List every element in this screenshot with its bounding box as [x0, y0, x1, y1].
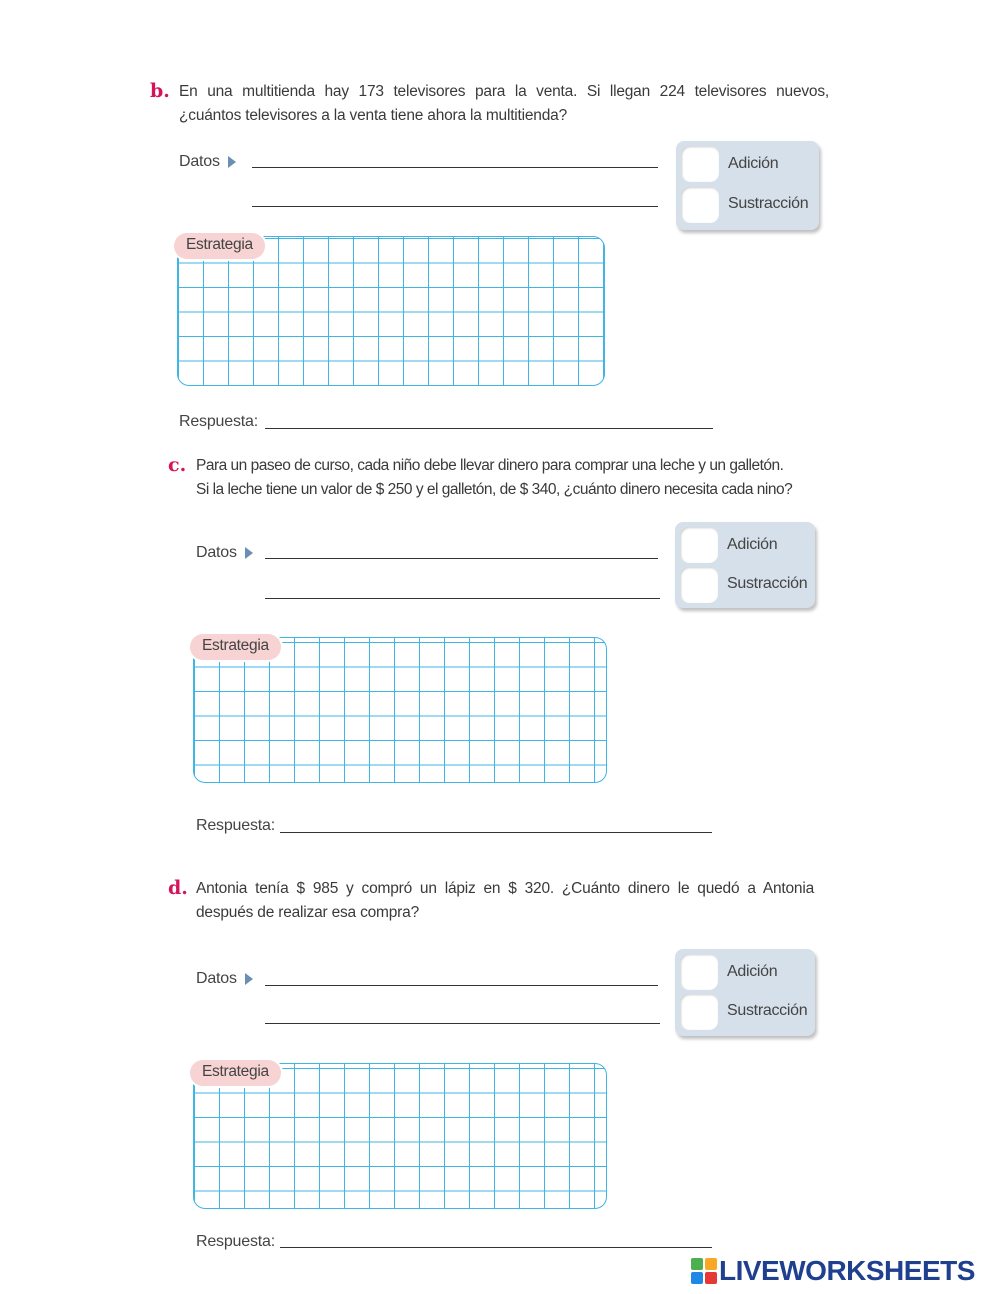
subtraction-checkbox[interactable] — [681, 187, 719, 223]
question-line-1: Antonia tenía $ 985 y compró un lápiz en $ 320. ¿Cuánto dinero le quedó a Antonia — [196, 880, 814, 897]
operation-options — [675, 949, 815, 1036]
answer-label: Respuesta: — [196, 1233, 275, 1250]
strategy-tag: Estrategia — [174, 233, 265, 259]
addition-label: Adición — [727, 536, 778, 553]
datos-input-line-2[interactable] — [265, 1023, 660, 1024]
question-line-2: Si la leche tiene un valor de $ 250 y el galletón, de $ 340, ¿cuánto dinero necesita cada nino? — [196, 481, 793, 498]
answer-input-line[interactable] — [280, 832, 712, 833]
problem-letter: d. — [168, 877, 188, 899]
subtraction-checkbox[interactable] — [680, 994, 718, 1030]
addition-label: Adición — [728, 155, 779, 172]
question-line-1: Para un paseo de curso, cada niño debe llevar dinero para comprar una leche y un galletón. — [196, 457, 784, 474]
datos-label: Datos — [196, 970, 253, 988]
datos-label: Datos — [179, 153, 236, 171]
strategy-tag: Estrategia — [190, 634, 281, 660]
subtraction-label: Sustracción — [727, 1002, 808, 1019]
strategy-tag: Estrategia — [190, 1060, 281, 1086]
answer-label: Respuesta: — [179, 413, 258, 430]
question-line-2: ¿cuántos televisores a la venta tiene ahora la multitienda? — [179, 107, 567, 124]
play-arrow-icon — [245, 547, 253, 559]
datos-label: Datos — [196, 544, 253, 562]
operation-options — [676, 141, 819, 230]
liveworksheets-logo-icon — [690, 1257, 718, 1285]
datos-input-line-2[interactable] — [265, 598, 660, 599]
question-line-1: En una multitienda hay 173 televisores para la venta. Si llegan 224 televisores nuevos, — [179, 83, 829, 100]
play-arrow-icon — [228, 156, 236, 168]
answer-input-line[interactable] — [265, 428, 713, 429]
subtraction-label: Sustracción — [727, 575, 808, 592]
problem-letter: c. — [168, 454, 187, 476]
datos-input-line-1[interactable] — [265, 558, 658, 559]
datos-input-line-1[interactable] — [265, 985, 658, 986]
operation-options — [675, 522, 815, 608]
addition-label: Adición — [727, 963, 778, 980]
datos-input-line-1[interactable] — [252, 167, 658, 168]
problem-letter: b. — [150, 80, 170, 102]
addition-checkbox[interactable] — [681, 146, 719, 182]
datos-input-line-2[interactable] — [252, 206, 658, 207]
play-arrow-icon — [245, 973, 253, 985]
liveworksheets-brand[interactable]: LIVEWORKSHEETS — [719, 1255, 975, 1286]
addition-checkbox[interactable] — [680, 527, 718, 563]
addition-checkbox[interactable] — [680, 954, 718, 990]
question-line-2: después de realizar esa compra? — [196, 904, 419, 921]
subtraction-checkbox[interactable] — [680, 567, 718, 603]
answer-label: Respuesta: — [196, 817, 275, 834]
subtraction-label: Sustracción — [728, 195, 809, 212]
answer-input-line[interactable] — [280, 1247, 712, 1248]
